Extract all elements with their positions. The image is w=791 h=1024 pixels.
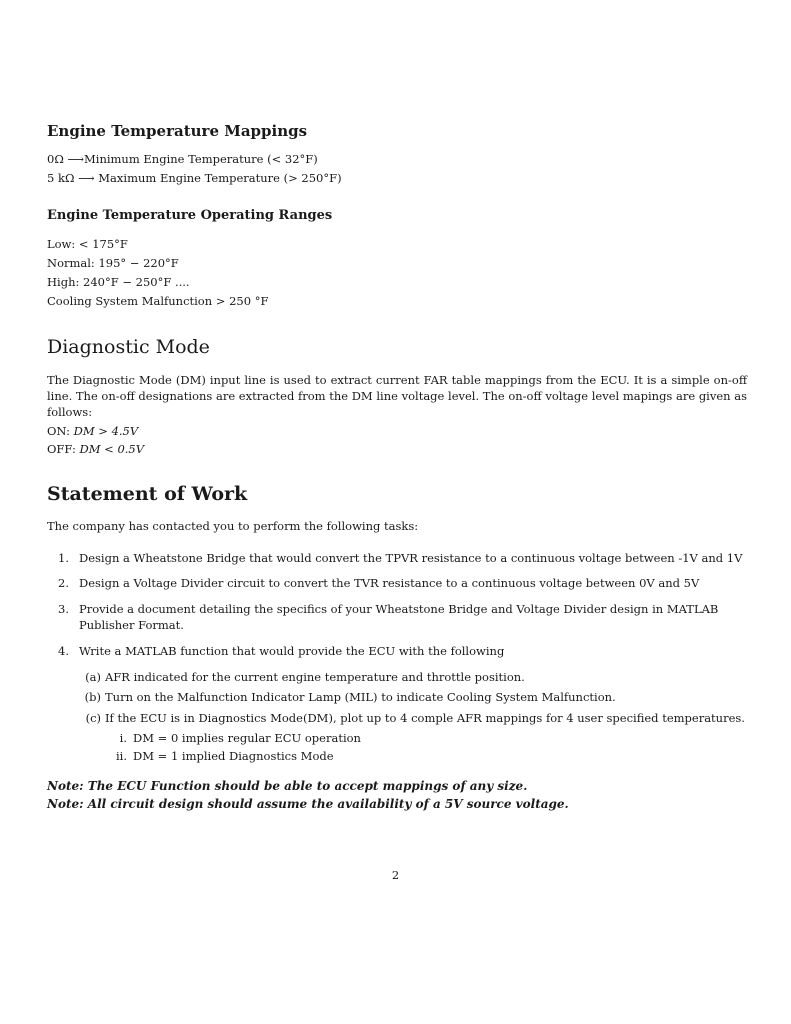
diagnostic-paragraph: The Diagnostic Mode (DM) input line is used to extract current FAR table mappings from the ECU. It is a simple on-off line. The on-off designations are extracted from the DM line voltage level. The on-off voltage level mapings are given as follows: bbox=[47, 373, 747, 419]
sub-list-item-label: (a) bbox=[85, 670, 101, 684]
sub-sub-list-item-label: ii. bbox=[115, 749, 127, 763]
sub-sub-list-item bbox=[119, 730, 747, 746]
diagnostic-off-line bbox=[47, 442, 144, 457]
note-source-voltage: Note: All circuit design should assume the availability of a 5V source voltage. bbox=[47, 797, 569, 811]
diagnostic-on-expr: DM > 4.5V bbox=[73, 424, 139, 438]
diagnostic-on-line bbox=[47, 424, 138, 439]
ranges-heading: Engine Temperature Operating Ranges bbox=[47, 208, 333, 223]
list-item-text: Write a MATLAB function that would provide the ECU with the following bbox=[79, 644, 505, 658]
list-item-text: Design a Voltage Divider circuit to convert the TVR resistance to a continuous voltage between 0V and 5V bbox=[79, 576, 700, 590]
list-item bbox=[58, 575, 747, 591]
range-normal-line: Normal: 195° − 220°F bbox=[47, 256, 179, 270]
sub-sub-list-item bbox=[115, 748, 747, 764]
mapping-min-line: 0Ω ⟶Minimum Engine Temperature (< 32°F) bbox=[47, 152, 318, 166]
sub-list-item bbox=[85, 710, 747, 726]
sub-list-item-text: Turn on the Malfunction Indicator Lamp (MIL) to indicate Cooling System Malfunction. bbox=[105, 690, 616, 704]
range-low-line: Low: < 175°F bbox=[47, 237, 128, 251]
list-item-number: 1. bbox=[58, 551, 69, 565]
range-high-line: High: 240°F − 250°F .... bbox=[47, 275, 190, 289]
list-item-number: 4. bbox=[58, 644, 69, 658]
note-mappings: Note: The ECU Function should be able to accept mappings of any size. bbox=[47, 779, 528, 793]
list-item bbox=[58, 601, 747, 633]
list-item bbox=[58, 643, 747, 659]
list-item-text: Design a Wheatstone Bridge that would convert the TPVR resistance to a continuous voltage between -1V and 1V bbox=[79, 551, 743, 565]
sub-sub-list-item-label: i. bbox=[119, 731, 127, 745]
diagnostic-off-label: OFF: bbox=[47, 442, 80, 456]
mapping-max-line: 5 kΩ ⟶ Maximum Engine Temperature (> 250°F) bbox=[47, 171, 342, 185]
sub-list-item-label: (b) bbox=[84, 690, 101, 704]
sub-list-item bbox=[85, 669, 747, 685]
work-heading: Statement of Work bbox=[47, 483, 248, 505]
diagnostic-heading: Diagnostic Mode bbox=[47, 336, 210, 358]
mappings-heading: Engine Temperature Mappings bbox=[47, 122, 308, 140]
sub-sub-list-item-text: DM = 0 implies regular ECU operation bbox=[133, 731, 361, 745]
sub-list-item-text: AFR indicated for the current engine temperature and throttle position. bbox=[105, 670, 525, 684]
list-item-text: Provide a document detailing the specifics of your Wheatstone Bridge and Voltage Divider design in MATLAB Publisher Format. bbox=[79, 602, 719, 632]
sub-list-item-text: If the ECU is in Diagnostics Mode(DM), plot up to 4 comple AFR mappings for 4 user specified temperatures. bbox=[105, 711, 745, 725]
range-malfunction-line: Cooling System Malfunction > 250 °F bbox=[47, 294, 269, 308]
work-intro: The company has contacted you to perform the following tasks: bbox=[47, 519, 419, 533]
diagnostic-off-expr: DM < 0.5V bbox=[79, 442, 145, 456]
sub-list-item bbox=[84, 689, 747, 705]
page-number: 2 bbox=[391, 868, 400, 882]
list-item-number: 3. bbox=[58, 602, 69, 616]
list-item-number: 2. bbox=[58, 576, 69, 590]
sub-sub-list-item-text: DM = 1 implied Diagnostics Mode bbox=[133, 749, 334, 763]
diagnostic-on-label: ON: bbox=[47, 424, 74, 438]
sub-list-item-label: (c) bbox=[85, 711, 101, 725]
list-item bbox=[58, 550, 747, 566]
